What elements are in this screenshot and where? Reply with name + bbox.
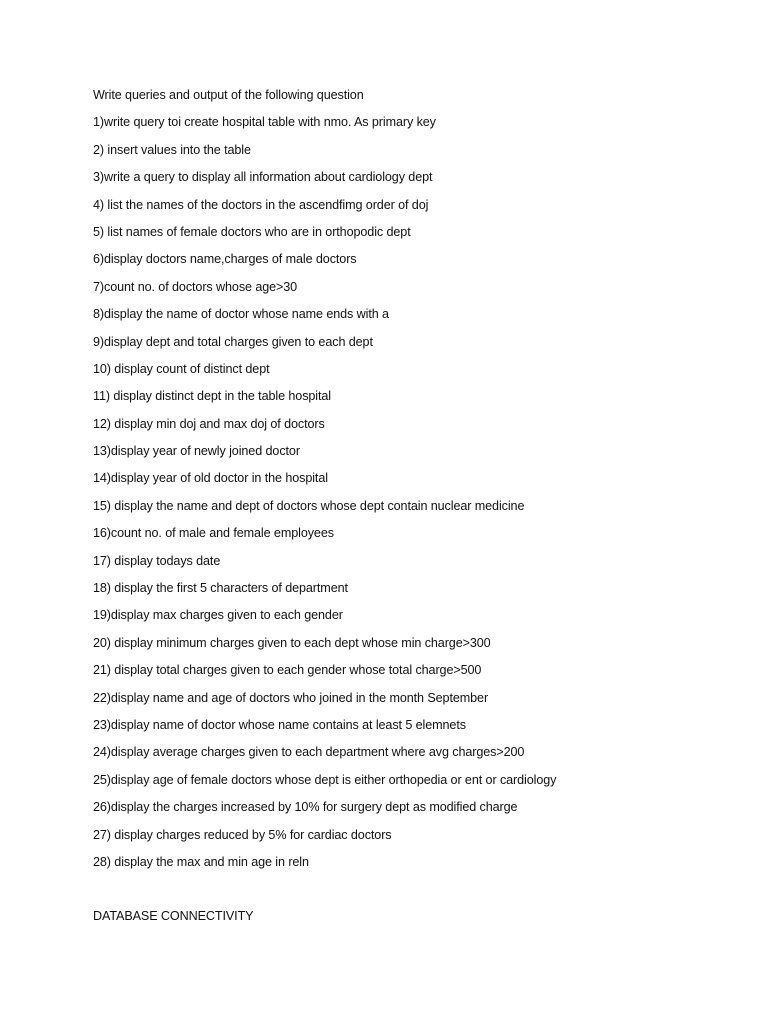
document-heading: Write queries and output of the following question [93, 88, 364, 102]
question-item: 6)display doctors name,charges of male doctors [93, 252, 357, 267]
question-item: 2) insert values into the table [93, 142, 251, 157]
question-item: 10) display count of distinct dept [93, 361, 270, 376]
question-item: 19)display max charges given to each gender [93, 608, 343, 623]
question-item: 9)display dept and total charges given to each dept [93, 334, 373, 349]
question-item: 16)count no. of male and female employees [93, 526, 334, 541]
document-page [93, 87, 733, 881]
question-item: 22)display name and age of doctors who joined in the month September [93, 690, 489, 705]
question-item: 11) display distinct dept in the table hospital [93, 389, 331, 404]
question-item: 26)display the charges increased by 10% for surgery dept as modified charge [93, 800, 518, 815]
question-item: 5) list names of female doctors who are in orthopodic dept [93, 224, 411, 239]
question-item: 8)display the name of doctor whose name ends with a [93, 307, 389, 322]
section-heading-database-connectivity: DATABASE CONNECTIVITY [93, 909, 254, 923]
question-item: 24)display average charges given to each department where avg charges>200 [93, 745, 525, 760]
question-item: 18) display the first 5 characters of department [93, 581, 348, 596]
question-item: 7)count no. of doctors whose age>30 [93, 279, 298, 294]
question-item: 12) display min doj and max doj of doctors [93, 416, 325, 431]
question-item: 17) display todays date [93, 553, 221, 568]
question-item: 3)write a query to display all information about cardiology dept [93, 170, 433, 185]
question-item: 23)display name of doctor whose name contains at least 5 elemnets [93, 717, 466, 732]
question-item: 4) list the names of the doctors in the ascendfimg order of doj [93, 197, 429, 212]
question-list [93, 114, 733, 870]
question-item: 25)display age of female doctors whose dept is either orthopedia or ent or cardiology [93, 772, 557, 787]
question-item: 15) display the name and dept of doctors whose dept contain nuclear medicine [93, 498, 525, 513]
question-item: 14)display year of old doctor in the hospital [93, 471, 328, 486]
question-item: 21) display total charges given to each gender whose total charge>500 [93, 663, 482, 678]
question-item: 1)write query toi create hospital table with nmo. As primary key [93, 115, 436, 130]
question-item: 13)display year of newly joined doctor [93, 444, 300, 459]
question-item: 28) display the max and min age in reln [93, 854, 309, 869]
question-item: 20) display minimum charges given to each dept whose min charge>300 [93, 635, 491, 650]
question-item: 27) display charges reduced by 5% for cardiac doctors [93, 827, 392, 842]
